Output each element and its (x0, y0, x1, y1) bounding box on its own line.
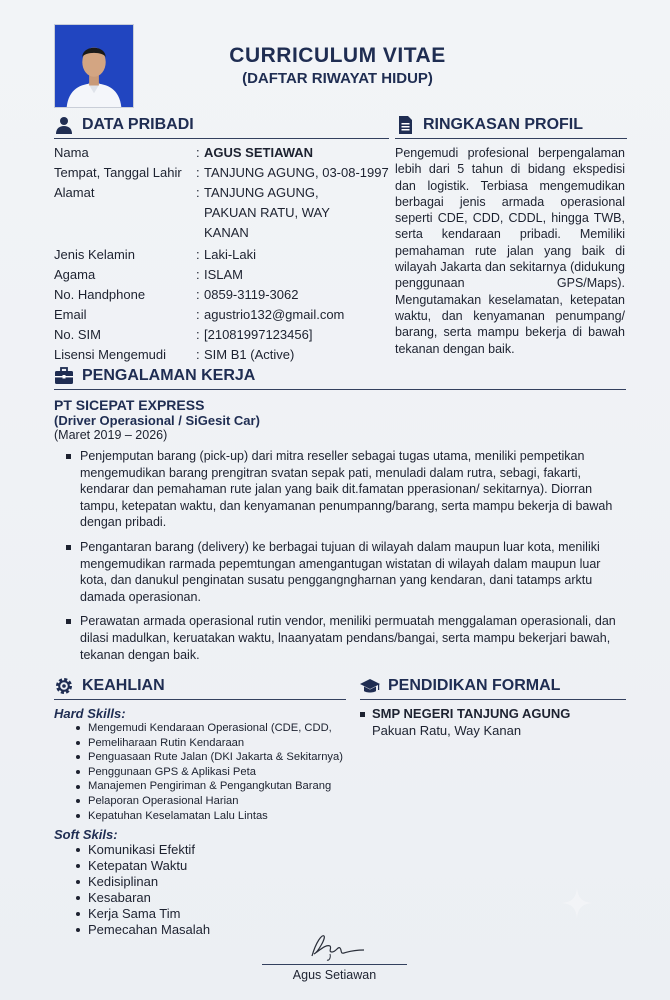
soft-skills-title: Soft Skils: (54, 827, 118, 843)
personal-value: Laki-Laki (204, 247, 257, 262)
section-experience-header (54, 366, 626, 390)
colon: : (196, 347, 200, 362)
section-personal-title: DATA PRIBADI (82, 116, 194, 133)
title-block (150, 44, 525, 87)
cv-subtitle: (DAFTAR RIWAYAT HIDUP) (242, 70, 433, 87)
profile-photo (54, 24, 134, 108)
experience-entry (54, 397, 629, 671)
section-skills-header (54, 676, 346, 700)
personal-row (54, 265, 394, 285)
colon: : (196, 267, 200, 282)
section-education-title: PENDIDIKAN FORMAL (388, 677, 561, 694)
signature-name: Agus Setiawan (292, 968, 377, 982)
section-personal-header (54, 115, 389, 139)
signature-block (262, 928, 407, 982)
soft-skill-item: Kerja Sama Tim (76, 906, 354, 922)
personal-label: Lisensi Mengemudi (54, 347, 167, 362)
job-period: (Maret 2019 – 2026) (54, 428, 168, 442)
personal-row (54, 325, 394, 345)
personal-value: 0859-3119-3062 (204, 287, 299, 302)
hard-skill-item: Pelaporan Operasional Harian (76, 794, 354, 809)
personal-label: Alamat (54, 185, 95, 200)
gear-icon (54, 676, 74, 696)
section-skills-title: KEAHLIAN (82, 677, 165, 694)
personal-row (54, 345, 394, 365)
soft-skill-item: Kesabaran (76, 890, 354, 906)
experience-bullet: Penjemputan barang (pick-up) dari mitra reseller sebagai tugas utama, meniliki pempetikan mengemudikan barang prengitran svatan sepak pati, menuladi dalam rutra, sebagi, fakarti, kendarar dan pemahaman rute jalan yang baik dit.famatan pperasionan/ sekitarnya). Diorran tampu, ketepatan waktu, dan kenyamanan penumpanng/barang, serta mampu bekerja di bawah dengan pribadi. (66, 448, 629, 531)
document-icon (395, 115, 415, 135)
personal-label: Agama (54, 267, 96, 282)
personal-row (54, 183, 394, 243)
hard-skill-item: Manajemen Pengiriman & Pengangkutan Barang (76, 779, 354, 794)
personal-label: No. SIM (54, 327, 101, 342)
job-role: (Driver Operasional / SiGesit Car) (54, 413, 260, 428)
personal-value: AGUS SETIAWAN (204, 145, 314, 160)
school-name: SMP NEGERI TANJUNG AGUNG (360, 706, 630, 721)
hard-skill-item: Kepatuhan Keselamatan Lalu Lintas (76, 809, 354, 824)
hard-skill-item: Penguasaan Rute Jalan (DKI Jakarta & Sekitarnya) (76, 750, 354, 765)
personal-value: agustrio132@gmail.com (204, 307, 345, 322)
soft-skill-item: Pemecahan Masalah (76, 922, 354, 938)
personal-row (54, 143, 394, 163)
person-portrait-icon (55, 25, 133, 107)
personal-label: Email (54, 307, 87, 322)
colon: : (196, 247, 200, 262)
personal-value: ISLAM (204, 267, 244, 282)
soft-skill-item: Komunikasi Efektif (76, 842, 354, 858)
personal-row (54, 285, 394, 305)
colon: : (196, 307, 200, 322)
section-education-header (360, 676, 626, 700)
personal-value: TANJUNG AGUNG, PAKUAN RATU, WAY KANAN (204, 185, 330, 240)
hard-skills-list (54, 721, 354, 823)
personal-value: TANJUNG AGUNG, 03-08-1997 (204, 165, 389, 180)
sparkle-icon (562, 888, 592, 918)
colon: : (196, 165, 200, 180)
personal-row (54, 305, 394, 325)
user-icon (54, 115, 74, 135)
colon: : (196, 327, 200, 342)
section-profile-header (395, 115, 627, 139)
profile-summary: Pengemudi profesional berpengalaman lebih dari 5 tahun di bidang ekspedisi dan logistik. Terbiasa mengemudikan berbagai jenis armada operasional seperti CDE, CDD, CDDL, hingga TWB, serta kendaraan pribadi. Memiliki pemahaman rute jalan yang baik di wilayah Jakarta dan sekitarnya (didukung penggunaan GPS/Maps). Mengutamakan keselamatan, ketepatan waktu, dan kenyamanan penumpang/ barang, serta mampu bekerja di bawah tekanan dengan baik. (395, 146, 625, 356)
section-profile-title: RINGKASAN PROFIL (423, 116, 583, 133)
personal-label: Nama (54, 145, 89, 160)
hard-skill-item: Mengemudi Kendaraan Operasional (CDE, CDD, (76, 721, 354, 736)
colon: : (196, 287, 200, 302)
experience-bullets (54, 448, 629, 663)
handwritten-signature (300, 928, 370, 962)
colon: : (196, 145, 200, 160)
soft-skill-item: Kedisiplinan (76, 874, 354, 890)
personal-row (54, 163, 394, 183)
colon: : (196, 185, 200, 200)
personal-data-table (54, 143, 394, 365)
personal-label: Jenis Kelamin (54, 247, 135, 262)
cv-title: CURRICULUM VITAE (229, 44, 446, 67)
personal-label: Tempat, Tanggal Lahir (54, 165, 182, 180)
hard-skills-title: Hard Skills: (54, 706, 126, 721)
personal-value: [21081997123456] (204, 327, 313, 342)
company-name: PT SICEPAT EXPRESS (54, 397, 205, 413)
hard-skill-item: Pemeliharaan Rutin Kendaraan (76, 736, 354, 751)
personal-value: SIM B1 (Active) (204, 347, 295, 362)
briefcase-icon (54, 366, 74, 386)
experience-bullet: Pengantaran barang (delivery) ke berbagai tujuan di wilayah dalam maupun luar kota, meniliki mengemudikan rarmada pepemtungan amengantugan wistatan di wilayah dalam maupun luar kota, dan danukul penginatan susatu penggangngharnan yang kendaran, dani tatamps arktu damada operasionan. (66, 539, 629, 605)
skills-section (54, 706, 354, 942)
graduation-cap-icon (360, 676, 380, 696)
school-location: Pakuan Ratu, Way Kanan (372, 723, 522, 738)
education-entry (360, 706, 630, 738)
personal-label: No. Handphone (54, 287, 146, 302)
experience-bullet: Perawatan armada operasional rutin vendor, meniliki permuatah menggalaman operasionali, dan dilasi madulkan, keruatakan waktu, lnaanyatam pendans/bangai, serta mampu bekerjari bawah, tekanan dengan baik. (66, 613, 629, 663)
hard-skill-item: Penggunaan GPS & Aplikasi Peta (76, 765, 354, 780)
signature-line (262, 964, 407, 965)
section-experience-title: PENGALAMAN KERJA (82, 367, 256, 384)
soft-skills-list (54, 842, 354, 938)
personal-row (54, 245, 394, 265)
soft-skill-item: Ketepatan Waktu (76, 858, 354, 874)
